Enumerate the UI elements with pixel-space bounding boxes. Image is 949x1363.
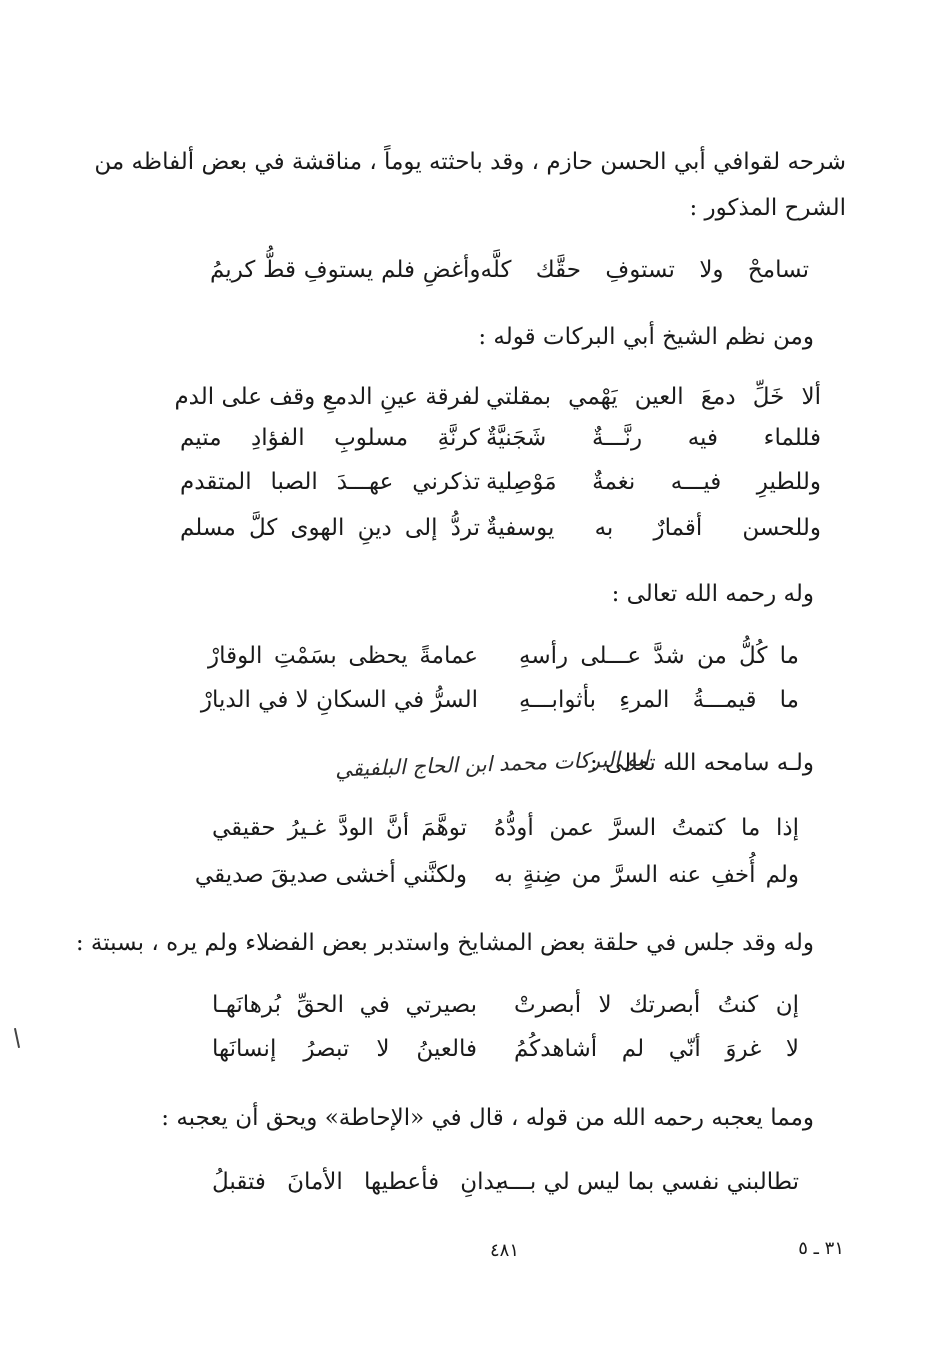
verse-second-hemistich: فالعينُ لا تبصرُ إنسانَها (212, 1036, 477, 1062)
verse-second-hemistich: السرُّ في السكانِ لا في الديارْ (200, 687, 478, 713)
verse-first-hemistich: تسامحْ ولا تستوفِ حقَّك كلَّه (480, 257, 809, 283)
verse-second-hemistich: توهَّمَ أنَّ الودَّ غـيرُ حقيقي (212, 815, 467, 841)
verse-line (194, 860, 799, 890)
verse-second-hemistich: تردُّ إلى دينِ الهوى كلَّ مسلم (180, 515, 480, 541)
section-heading: ومن نظم الشيخ أبي البركات قوله : (478, 324, 814, 350)
verse-second-hemistich: تذكرني عهـــدَ الصبا المتقدم (180, 469, 480, 495)
verse-line (200, 685, 799, 715)
prose-line: شرحه لقوافي أبي الحسن حازم ، وقد باحثته يوماً ، مناقشة في بعض ألفاظه من (94, 149, 846, 175)
verse-line (180, 423, 821, 453)
verse-line (212, 990, 799, 1020)
scan-mark (14, 1028, 20, 1048)
section-heading: ومما يعجبه رحمه الله من قوله ، قال في «الإحاطة» ويحق أن يعجبه : (161, 1105, 814, 1131)
verse-first-hemistich: ما قيمـــةُ المرءِ بأثوابـــهِ (519, 687, 799, 713)
verse-line (212, 1167, 799, 1197)
verse-second-hemistich: وأغضِ فلم يستوفِ قطُّ كريمُ (210, 257, 481, 283)
verse-first-hemistich: لا غروَ أنّي لم أشاهدكُمُ (514, 1036, 799, 1062)
section-heading: وله رحمه الله تعالى : (611, 581, 814, 607)
verse-first-hemistich: ألا خَلِّ دمعَ العين يَهْمي بمقلتي (486, 384, 821, 410)
verse-second-hemistich: لفرقة عينِ الدمعِ وقف على الدم (174, 384, 480, 410)
verse-second-hemistich: بصيرتي في الحقِّ بُرهانَهـا (212, 992, 477, 1018)
verse-second-hemistich: يدانِ فأعطيها الأمانَ فتقبلُ (212, 1169, 502, 1195)
verse-line (212, 813, 799, 843)
verse-line (212, 1034, 799, 1064)
verse-second-hemistich: عمامةً يحظى بسَمْتِ الوقارْ (208, 643, 478, 669)
verse-first-hemistich: ولم أُخفِ عنه السرَّ من ضِنةٍ به (494, 862, 799, 888)
verse-line (210, 255, 809, 285)
handwritten-annotation: ابو البركات محمد ابن الحاج البلفيقي (334, 746, 650, 782)
prose-line: الشرح المذكور : (689, 195, 846, 221)
verse-first-hemistich: تطالبني نفسي بما ليس لي بـــه (497, 1169, 799, 1195)
section-heading: ولـه سامحه الله تعالى : (590, 750, 814, 776)
verse-line (208, 641, 799, 671)
verse-first-hemistich: إن كنتُ أبصرتك لا أبصرتْ (514, 992, 799, 1018)
verse-first-hemistich: فللماء فيه رنَّـــةٌ شَجَنيَّةٌ (486, 425, 821, 451)
verse-line (180, 467, 821, 497)
verse-first-hemistich: وللحسن أقمارٌ به يوسفيةٌ (486, 515, 821, 541)
verse-first-hemistich: إذا ما كتمتُ السرَّ عمن أودُّهُ (494, 815, 799, 841)
signature-mark: ٣١ ـ ٥ (798, 1238, 844, 1259)
verse-second-hemistich: ولكنَّني أخشى صديقَ صديقي (194, 862, 467, 888)
verse-line (174, 382, 821, 412)
verse-first-hemistich: ما كُلُّ من شدَّ عـــلى رأسهِ (519, 643, 799, 669)
page-number: ٤٨١ (490, 1240, 520, 1261)
section-heading: وله وقد جلس في حلقة بعض المشايخ واستدبر بعض الفضلاء ولم يره ، بسبتة : (75, 930, 814, 956)
verse-second-hemistich: كرنَّةِ مسلوبِ الفؤادِ متيم (180, 425, 480, 451)
verse-line (180, 513, 821, 543)
verse-first-hemistich: وللطيرِ فيـــه نغمةٌ مَوْصِلية (486, 469, 821, 495)
